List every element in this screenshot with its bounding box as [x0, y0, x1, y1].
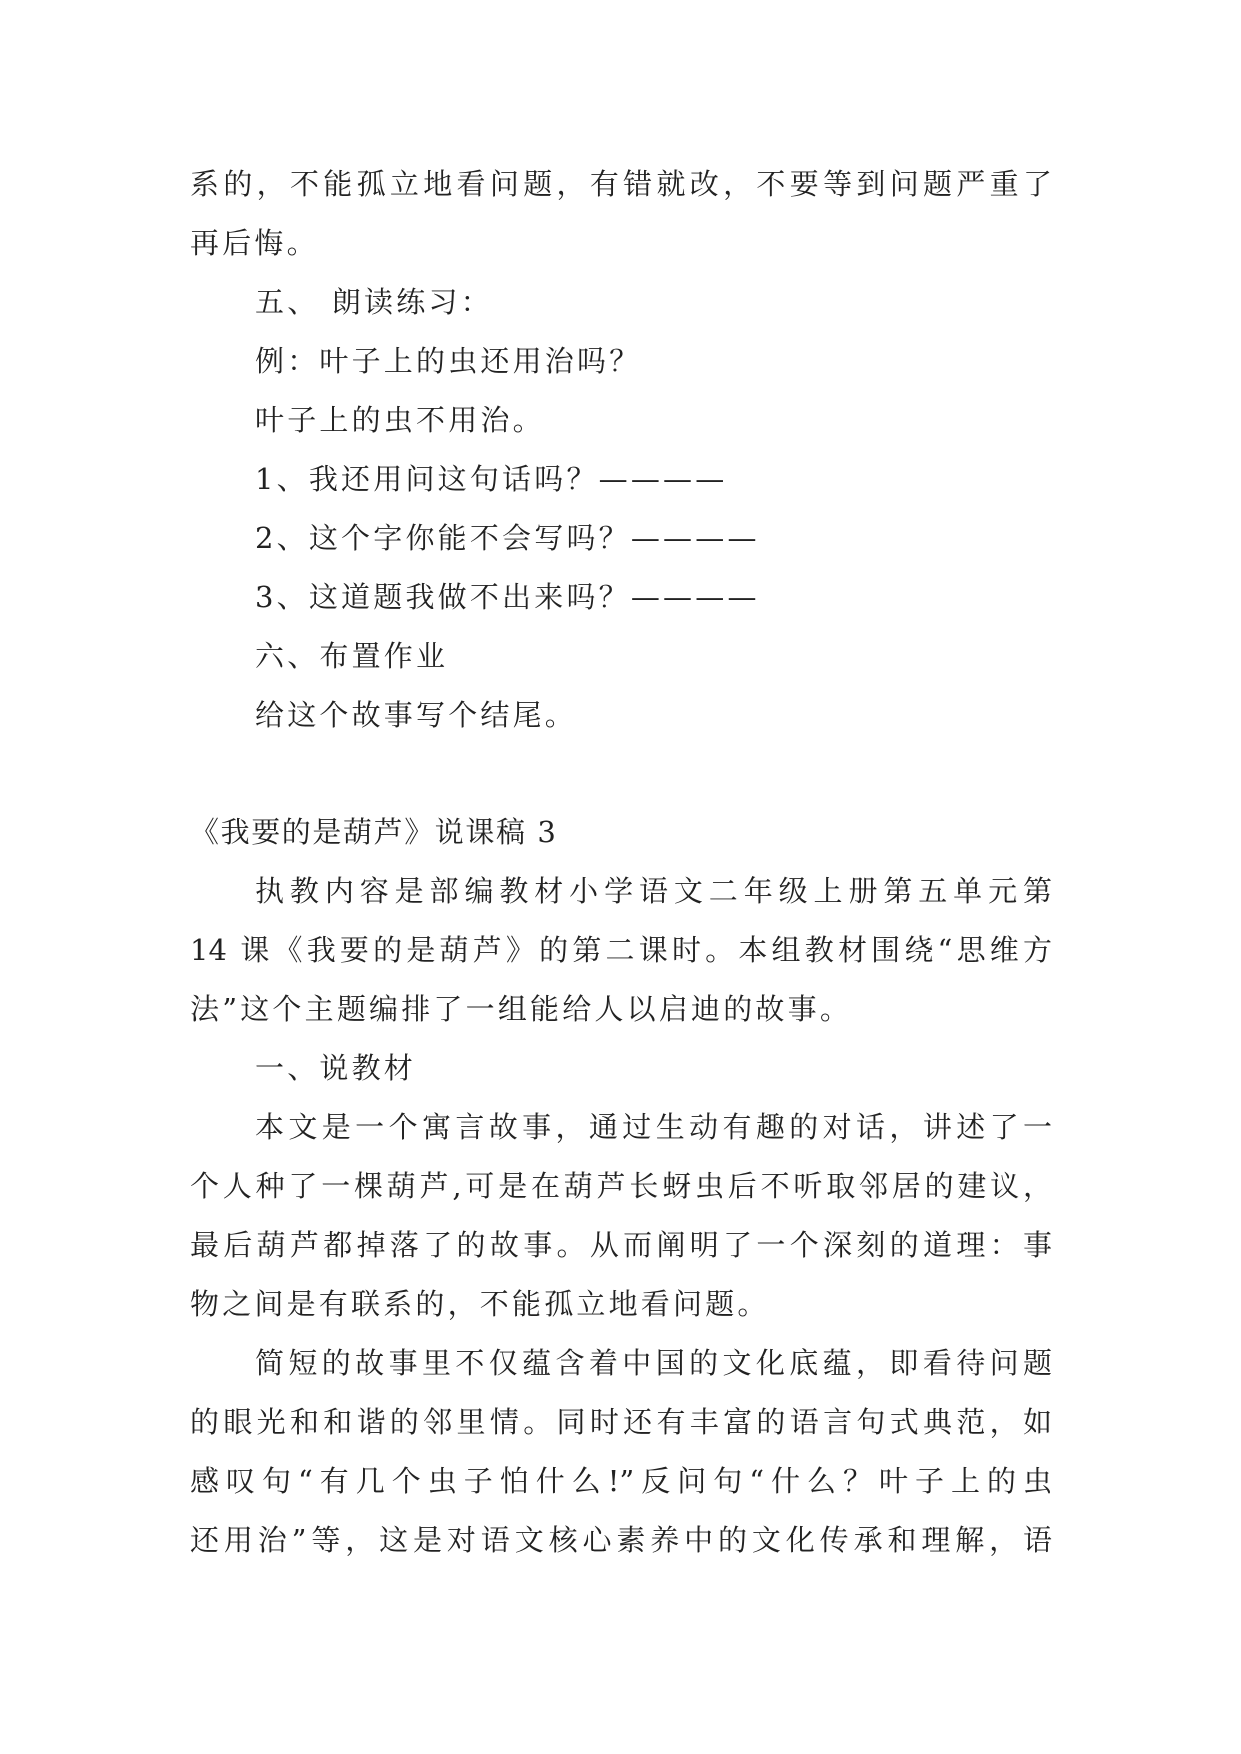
section-heading: 六、布置作业 [255, 639, 449, 673]
paragraph-line: 最后葫芦都掉落了的故事。从而阐明了一个深刻的道理：事 [190, 1228, 1052, 1262]
paragraph-line: 简短的故事里不仅蕴含着中国的文化底蕴，即看待问题 [255, 1346, 1052, 1380]
paragraph-line: 再后悔。 [190, 226, 319, 260]
paragraph-line: 个人种了一棵葫芦,可是在葫芦长蚜虫后不听取邻居的建议， [190, 1169, 1052, 1203]
paragraph-line: 系的，不能孤立地看问题，有错就改，不要等到问题严重了 [190, 167, 1052, 201]
paragraph-line: 叶子上的虫不用治。 [255, 403, 545, 437]
paragraph-line: 法”这个主题编排了一组能给人以启迪的故事。 [190, 992, 853, 1026]
paragraph-line: 14 课《我要的是葫芦》的第二课时。本组教材围绕“思维方 [190, 933, 1052, 967]
paragraph-line: 执教内容是部编教材小学语文二年级上册第五单元第 [255, 874, 1052, 908]
paragraph-line: 本文是一个寓言故事，通过生动有趣的对话，讲述了一 [255, 1110, 1052, 1144]
paragraph-line: 的眼光和和谐的邻里情。同时还有丰富的语言句式典范，如 [190, 1405, 1052, 1439]
exercise-item: 1、我还用问这句话吗？———— [255, 462, 728, 496]
section-heading: 五、 朗读练习： [255, 285, 493, 319]
paragraph-line: 给这个故事写个结尾。 [255, 698, 578, 732]
paragraph-line: 感叹句“有几个虫子怕什么!”反问句“什么？叶子上的虫 [190, 1464, 1052, 1498]
document-title: 《我要的是葫芦》说课稿 3 [190, 815, 558, 849]
exercise-item: 3、这道题我做不出来吗？———— [255, 580, 760, 614]
paragraph-line: 还用治”等，这是对语文核心素养中的文化传承和理解，语 [190, 1523, 1052, 1557]
section-heading: 一、说教材 [255, 1051, 417, 1085]
paragraph-line: 物之间是有联系的，不能孤立地看问题。 [190, 1287, 770, 1321]
exercise-item: 2、这个字你能不会写吗？———— [255, 521, 760, 555]
paragraph-line: 例：叶子上的虫还用治吗？ [255, 344, 642, 378]
